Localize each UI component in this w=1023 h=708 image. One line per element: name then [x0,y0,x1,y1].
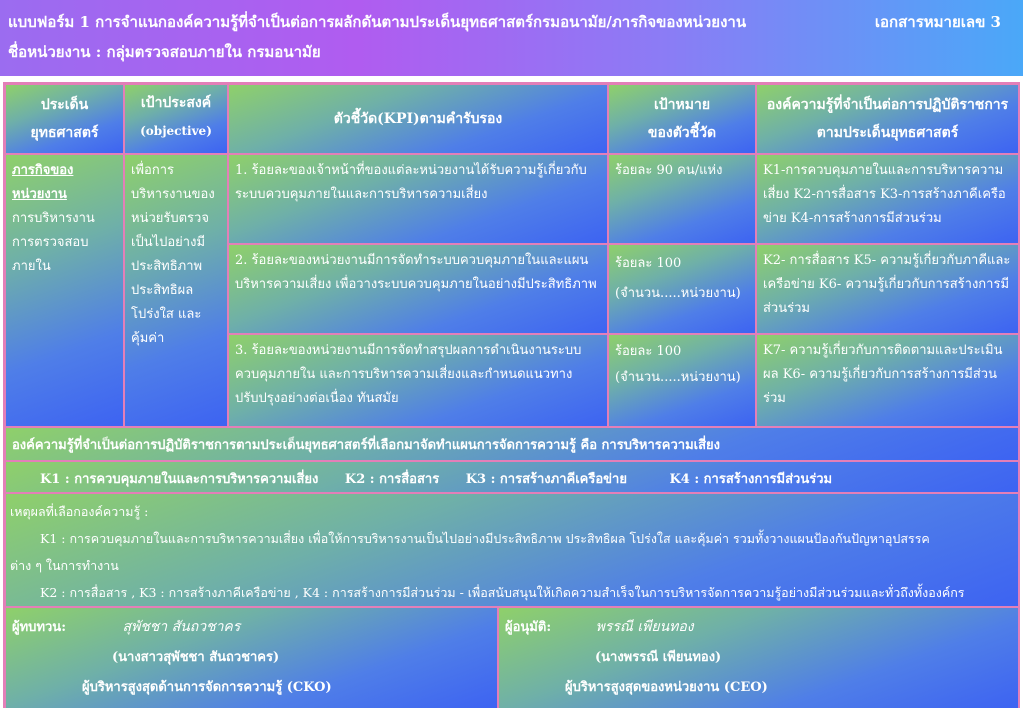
knowledge-text-2: K2- การสื่อสาร K5- ความรู้เกี่ยวกับภาคีและเครือข่าย K6- ความรู้เกี่ยวกับการสร้างการมีส่วนร่วม [763,253,1011,316]
approver-signature: พรรณี เพียนทอง [595,619,694,635]
objective-line: หน่วยรับตรวจ [131,211,209,226]
header-banner [0,0,1023,76]
kpi-cell-1 [229,155,607,243]
header-objective [125,85,227,153]
header-issue [6,85,123,153]
header-objective-line2: (objective) [140,124,212,138]
objective-line: ประสิทธิภาพ [131,259,203,274]
knowledge-cell-3 [757,335,1018,426]
knowledge-text-3: K7- ความรู้เกี่ยวกับการติดตามและประเมินผล K6- ความรู้เกี่ยวกับการสร้างการมีส่วนร่วม [763,343,1003,406]
target-text-3b: (จำนวน.....หน่วยงาน) [615,370,741,385]
objective-cell [125,155,227,426]
kpi-cell-2 [229,245,607,333]
target-cell-1 [609,155,755,243]
reason-k1-line2: ต่าง ๆ ในการทำงาน [10,558,119,573]
header-knowledge [757,85,1018,153]
k-list-bar [6,462,1018,492]
knowledge-cell-2 [757,245,1018,333]
header-issue-line2: ยุทธศาสตร์ [30,125,99,141]
approver-label: ผู้อนุมัติ: [505,620,552,635]
issue-line: ภายใน [12,259,51,274]
approver-block [499,608,1018,708]
issue-title-line2: หน่วยงาน [12,187,67,202]
approver-position: ผู้บริหารสูงสุดของหน่วยงาน (CEO) [565,680,768,695]
header-target-line1: เป้าหมาย [653,97,711,113]
target-cell-2 [609,245,755,333]
selected-knowledge-bar [6,428,1018,460]
header-knowledge-line2: ตามประเด็นยุทธศาสตร์ [816,125,959,141]
target-text-2b: (จำนวน.....หน่วยงาน) [615,286,741,301]
header-objective-line1: เป้าประสงค์ [140,95,212,111]
header-issue-line1: ประเด็น [40,97,89,113]
kpi-text-1: 1. ร้อยละของเจ้าหน้าที่ของแต่ละหน่วยงานได้รับความรู้เกี่ยวกับระบบควบคุมภายในและการบริหารความเสี่ยง [235,163,587,202]
knowledge-text-1: K1-การควบคุมภายในและการบริหารความเสี่ยง K2-การสื่อสาร K3-การสร้างภาคีเครือข่าย K4-การสร้างการมีส่วนร่วม [763,163,1006,226]
k-item: K4 : การสร้างการมีส่วนร่วม [669,472,833,487]
selected-knowledge-text: องค์ความรู้ที่จำเป็นต่อการปฏิบัติราชการตามประเด็นยุทธศาสตร์ที่เลือกมาจัดทำแผนการจัดการความรู้ คือ การบริหารความเสี่ยง [12,438,720,453]
issue-cell [6,155,123,426]
reviewer-position: ผู้บริหารสูงสุดด้านการจัดการความรู้ (CKO) [82,680,332,695]
k-item: K1 : การควบคุมภายในและการบริหารความเสี่ยง [40,472,319,487]
header-target-line2: ของตัวชี้วัด [647,125,717,141]
target-text-1: ร้อยละ 90 คน/แห่ง [615,163,723,178]
k-item: K2 : การสื่อสาร [344,472,440,487]
document-number: เอกสารหมายเลข 3 [874,13,1001,31]
issue-title-line1: ภารกิจของ [12,163,74,178]
reviewer-label: ผู้ทบทวน: [12,620,66,635]
kpi-cell-3 [229,335,607,426]
objective-line: ประสิทธิผล [131,283,194,298]
objective-line: คุ้มค่า [131,331,165,346]
objective-line: เพื่อการ [131,163,174,178]
kpi-text-3: 3. ร้อยละของหน่วยงานมีการจัดทำสรุปผลการดำเนินงานระบบควบคุมภายใน และการบริหารความเสี่ยงและกำหนดแนวทางปรับปรุงอย่างต่อเนื่อง ทันสมัย [235,343,582,406]
form-table [3,82,1020,708]
target-cell-3 [609,335,755,426]
reason-k2-k4: K2 : การสื่อสาร , K3 : การสร้างภาคีเครือข่าย , K4 : การสร้างการมีส่วนร่วม - เพื่อสนับสนุนให้เกิดความสำเร็จในการบริหารจัดการความรู้อย่างมีส่วนร่วมและทั่วถึงทั้งองค์กร [40,585,965,600]
reasons-title: เหตุผลที่เลือกองค์ความรู้ : [10,504,149,519]
header-kpi [229,85,607,153]
reviewer-name: (นางสาวสุพัชชา สันถวชาคร) [112,650,280,665]
k-item: K3 : การสร้างภาคีเครือข่าย [465,472,627,487]
reviewer-signature: สุพัชชา สันถวชาคร [122,619,241,635]
header-kpi-label: ตัวชี้วัด(KPI)ตามคำรับรอง [333,111,503,127]
header-knowledge-line1: องค์ความรู้ที่จำเป็นต่อการปฏิบัติราชการ [766,97,1009,113]
objective-line: เป็นไปอย่างมี [131,235,206,250]
kpi-text-2: 2. ร้อยละของหน่วยงานมีการจัดทำระบบควบคุมภายในและแผนบริหารความเสี่ยง เพื่อวางระบบควบคุมภายในอย่างมีประสิทธิภาพ [235,253,597,292]
issue-line: การตรวจสอบ [12,235,89,250]
objective-line: โปร่งใส และ [131,307,202,322]
objective-line: บริหารงานของ [131,187,215,202]
issue-line: การบริหารงาน [12,211,95,226]
target-text-3a: ร้อยละ 100 [615,344,682,359]
knowledge-cell-1 [757,155,1018,243]
reason-k1-line1: K1 : การควบคุมภายในและการบริหารความเสี่ยง เพื่อให้การบริหารงานเป็นไปอย่างมีประสิทธิภาพ ประสิทธิผล โปร่งใส และคุ้มค่า รวมทั้งวางแผนป้องกันปัญหาอุปสรรค [40,531,930,546]
approver-name: (นางพรรณี เพียนทอง) [595,650,722,665]
header-target [609,85,755,153]
target-text-2a: ร้อยละ 100 [615,256,682,271]
reviewer-block [6,608,497,708]
reasons-block [6,494,1018,606]
form-title: แบบฟอร์ม 1 การจำแนกองค์ความรู้ที่จำเป็นต่อการผลักดันตามประเด็นยุทธศาสตร์กรมอนามัย/ภารกิจของหน่วยงาน [8,13,747,31]
unit-name: ชื่อหน่วยงาน : กลุ่มตรวจสอบภายใน กรมอนามัย [8,43,321,61]
